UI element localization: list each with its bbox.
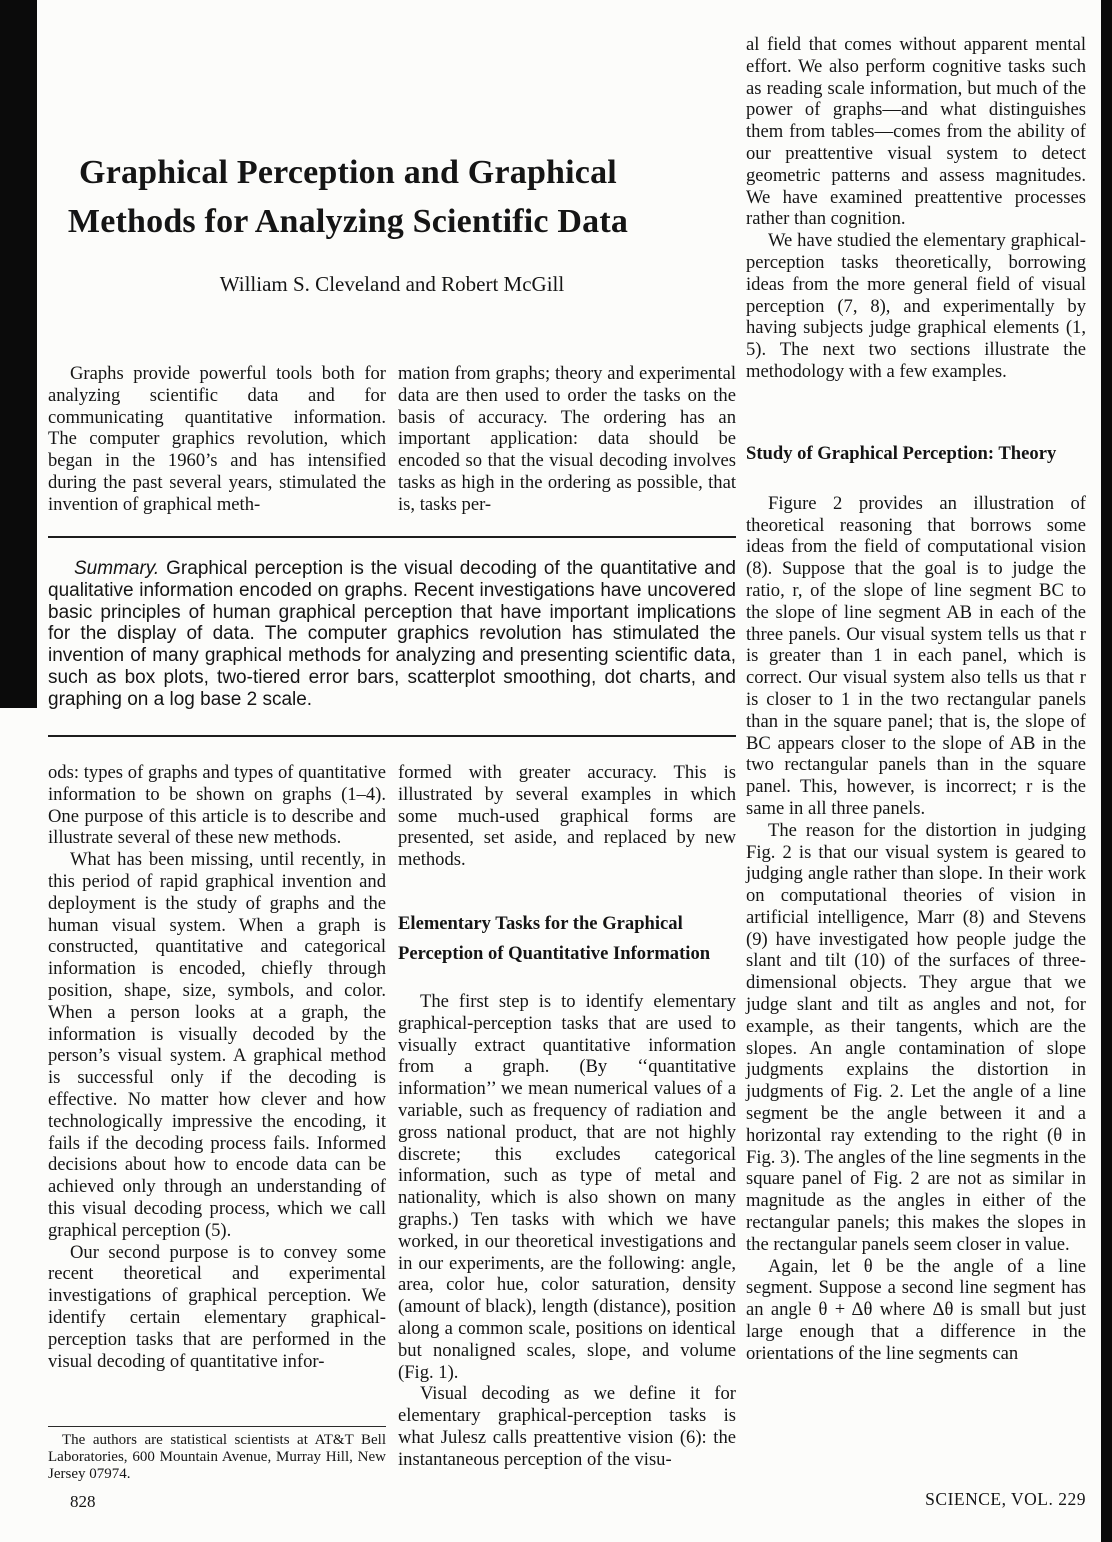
body-column-right [746,34,1086,1365]
body-column-middle [398,762,736,1471]
scan-edge-artifact-left [0,0,37,708]
summary-paragraph [48,558,736,711]
paragraph: Figure 2 provides an illustration of theoretical reasoning that borrows some ideas from the field of computational vision (8). Suppose that the goal is to judge the ratio, r, of the slope of line segment BC to the slope of line segment AB in each of the three panels. Our visual system tells us that r is greater than 1 in each panel, which is correct. Our visual system also tells us that r is closer to 1 in the two rectangular panels than in the square panel; that is, the slope of BC appears closer to the slope of AB in the two rectangular panels than in the square panel. This, however, is incorrect; r is the same in all three panels. [746,492,1086,819]
body-column-left [48,762,386,1372]
paragraph: The reason for the distortion in judging Fig. 2 is that our visual system is geared to judging angle rather than slope. In their work on computational theories of vision in artificial intelligence, Marr (8) and Stevens (9) have investigated how people judge the slant and tilt (10) of the surfaces of three-dimensional objects. They argue that we judge slant and tilt as angles and not, for example, as their tangents, which are the slopes. An angle contamination of slope judgments explains the distortion in judgments of Fig. 2. Let the angle of a line segment be the angle between it and a horizontal ray extending to the right (θ in Fig. 3). The angles of the line segments in the square panel of Fig. 2 are not as similar in magnitude as the angles in either of the rectangular panels; this makes the slopes in the rectangular panels seem closer in value. [746,819,1086,1255]
paragraph: The first step is to identify elementary graphical-perception tasks that are used to visually extract quantitative information from a graph. (By ‘‘quantitative information’’ we mean numerical values of a variable, such as frequency of radiation and gross national product, that are not highly discrete; this excludes categorical information, such as type of metal and nationality, which is also shown on many graphs.) Ten tasks with which we have worked, in our theoretical investigations and in our experiments, are the following: angle, area, color hue, color saturation, density (amount of black), length (distance), position along a common scale, positions on identical but nonaligned scales, slope, and volume (Fig. 1). [398,990,736,1383]
scan-edge-artifact-right [1101,0,1112,1542]
paragraph: What has been missing, until recently, in this period of rapid graphical invention and deployment is the study of graphs and the human visual system. When a graph is constructed, quantitative and categorical information is encoded, chiefly through position, shape, size, symbols, and color. When a person looks at a graph, the information is visually decoded by the person’s visual system. A graphical method is successful only if the decoding is effective. No matter how clever and how technologically impressive the encoding, it fails if the decoding process fails. Informed decisions about how to encode data can be achieved only through an understanding of this visual decoding process, which we call graphical perception (5). [48,849,386,1241]
summary-rule-top [48,536,736,538]
summary-text: Graphical perception is the visual decoding of the quantitative and qualitative information encoded on graphs. Recent investigations have uncovered basic principles of human graphical perception that have important implications for the display of data. The computer graphics revolution has stimulated the invention of many graphical methods for analyzing and presenting scientific data, such as box plots, two-tiered error bars, scatterplot smoothing, dot charts, and graphing on a log base 2 scale. [48,558,736,710]
paragraph: Our second purpose is to convey some recent theoretical and experimental investigations of graphical perception. We identify certain elementary graphical-perception tasks that are performed in the visual decoding of quantitative infor- [48,1241,386,1372]
summary-rule-bottom [48,735,736,737]
paragraph: Visual decoding as we define it for elementary graphical-perception tasks is what Julesz calls preattentive vision (6): the instantaneous perception of the visu- [398,1383,736,1470]
paragraph: Again, let θ be the angle of a line segment. Suppose a second line segment has an angle θ + Δθ where Δθ is small but just large enough that a difference in the orientations of the line segments can [746,1255,1086,1364]
paragraph: al field that comes without apparent mental effort. We also perform cognitive tasks such as reading scale information, but much of the power of graphs—and what distinguishes them from tables—comes from the ability of our preattentive visual system to detect geometric patterns and assess magnitudes. We have examined preattentive processes rather than cognition. [746,34,1086,230]
summary-box [48,558,736,711]
paragraph: We have studied the elementary graphical-perception tasks theoretically, borrowing ideas from the more general field of visual perception (7, 8), and experimentally by having subjects judge graphical elements (1, 5). The next two sections illustrate the methodology with a few examples. [746,230,1086,382]
paragraph: Graphs provide powerful tools both for analyzing scientific data and for communicating quantitative information. The computer graphics revolution, which began in the 1960’s and has intensified during the past several years, stimulated the invention of graphical meth- [48,363,386,515]
section-heading-theory [746,439,1086,469]
article-title-line2: Methods for Analyzing Scientific Data [67,203,629,240]
section-heading-line1: Study of Graphical Perception: Theory [746,442,1057,464]
footnote-text: The authors are statistical scientists at AT&T Bell Laboratories, 600 Mountain Avenue, Murray Hill, New Jersey 07974. [48,1432,386,1482]
journal-volume-footer: SCIENCE, VOL. 229 [925,1489,1086,1509]
paragraph: ods: types of graphs and types of quantitative information to be shown on graphs (1–4). One purpose of this article is to describe and illustrate several of these new methods. [48,762,386,849]
article-title-line1: Graphical Perception and Graphical [79,154,617,191]
paragraph: mation from graphs; theory and experimental data are then used to order the tasks on the basis of accuracy. The ordering has an important application: data should be encoded so that the visual decoding involves tasks as high in the ordering as possible, that is, tasks per- [398,363,736,515]
footnote-rule [48,1426,386,1427]
intro-column-left [48,363,386,516]
intro-column-middle [398,363,736,516]
author-footnote [48,1432,386,1483]
article-title [48,148,648,246]
section-heading-line1: Elementary Tasks for the Graphical [398,912,683,934]
section-heading-line2: Perception of Quantitative Information [398,942,711,964]
paragraph: formed with greater accuracy. This is illustrated by several examples in which some much-used graphical forms are presented, set aside, and replaced by new methods. [398,762,736,871]
page-number: 828 [70,1492,96,1511]
article-byline: William S. Cleveland and Robert McGill [219,272,565,296]
section-heading-elementary-tasks [398,909,736,969]
summary-label: Summary. [74,558,160,579]
